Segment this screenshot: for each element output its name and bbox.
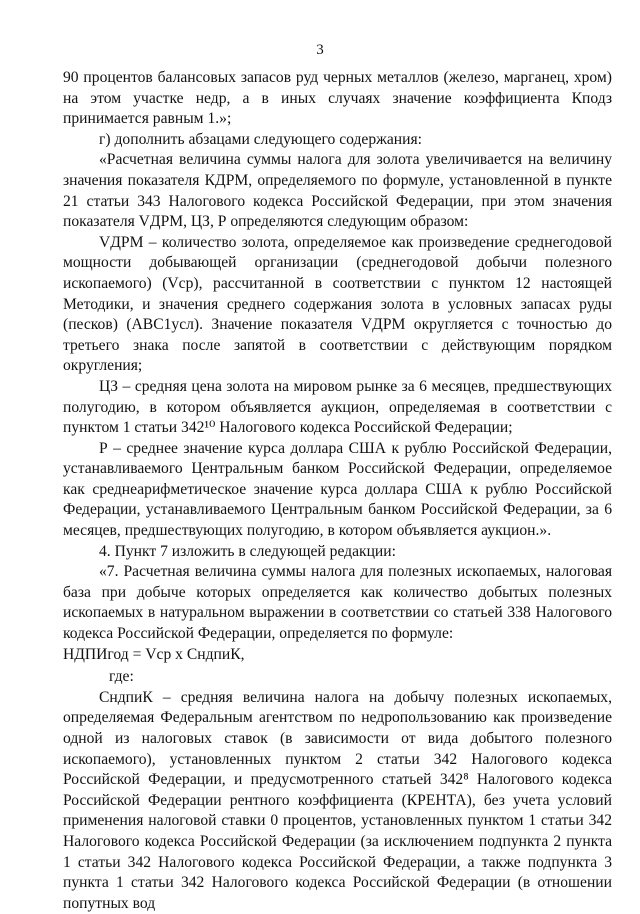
paragraph-2: г) дополнить абзацами следующего содержания:	[99, 130, 423, 148]
where-label: где:	[109, 668, 134, 686]
formula: НДПИгод = Vср х СндпиК,	[63, 645, 245, 663]
paragraph-7: 4. Пункт 7 изложить в следующей редакции:	[99, 542, 396, 560]
paragraph-1: 90 процентов балансовых запасов руд черных металлов (железо, марганец, хром) на этом участке недр, а в иных случаях значение коэффициента Кподз принимается равным 1.»;	[63, 69, 612, 128]
document-body	[63, 68, 612, 914]
paragraph-9: СндпиК – средняя величина налога на добычу полезных ископаемых, определяемая Федеральным агентством по недропользованию как произведение одной из налоговых ставок (в зависимости от вида добытого полезного ископаемого), установленных пунктом 2 статьи 342 Налогового кодекса Российской Федерации, и предусмотренного статьей 342⁸ Налогового кодекса Российской Федерации рентного коэффициента (КРЕНТА), без учета условий применения налоговой ставки 0 процентов, установленных пунктом 1 статьи 342 Налогового кодекса Российской Федерации (за исключением подпункта 2 пункта 1 статьи 342 Налогового кодекса Российской Федерации, а также подпункта 3 пункта 1 статьи 342 Налогового кодекса Российской Федерации (в отношении попутных вод	[63, 688, 612, 912]
paragraph-3: «Расчетная величина суммы налога для золота увеличивается на величину значения показателя КДРМ, определяемого по формуле, установленной в пункте 21 статьи 343 Налогового кодекса Российской Федерации, при этом значения показателя VДРМ, ЦЗ, Р определяются следующим образом:	[63, 151, 612, 231]
paragraph-5: ЦЗ – средняя цена золота на мировом рынке за 6 месяцев, предшествующих полугодию, в котором объявляется аукцион, определяемая в соответствии с пунктом 1 статьи 342¹⁰ Налогового кодекса Российской Федерации;	[63, 377, 612, 437]
paragraph-6: Р – среднее значение курса доллара США к рублю Российской Федерации, устанавливаемого Центральным банком Российской Федерации, определяемое как среднеарифметическое значение курса доллара США к рублю Российской Федерации, устанавливаемого Центральным банком Российской Федерации, за 6 месяцев, предшествующих полугодию, в котором объявляется аукцион.».	[63, 439, 612, 540]
paragraph-8: «7. Расчетная величина суммы налога для полезных ископаемых, налоговая база при добыче которых определяется как количество добытых полезных ископаемых в натуральном выражении в соответствии со статьей 338 Налогового кодекса Российской Федерации, определяется по формуле:	[63, 563, 612, 643]
page-number: 3	[316, 42, 324, 58]
paragraph-4: VДРМ – количество золота, определяемое как произведение среднегодовой мощности добывающей организации (среднегодовой добычи полезного ископаемого) (Vср), рассчитанной в соответствии с пунктом 12 настоящей Методики, и значения среднего содержания золота в условных запасах руды (песков) (АВС1усл). Значение показателя VДРМ округляется с точностью до третьего знака после запятой в соответствии с действующим порядком округления;	[63, 233, 612, 375]
